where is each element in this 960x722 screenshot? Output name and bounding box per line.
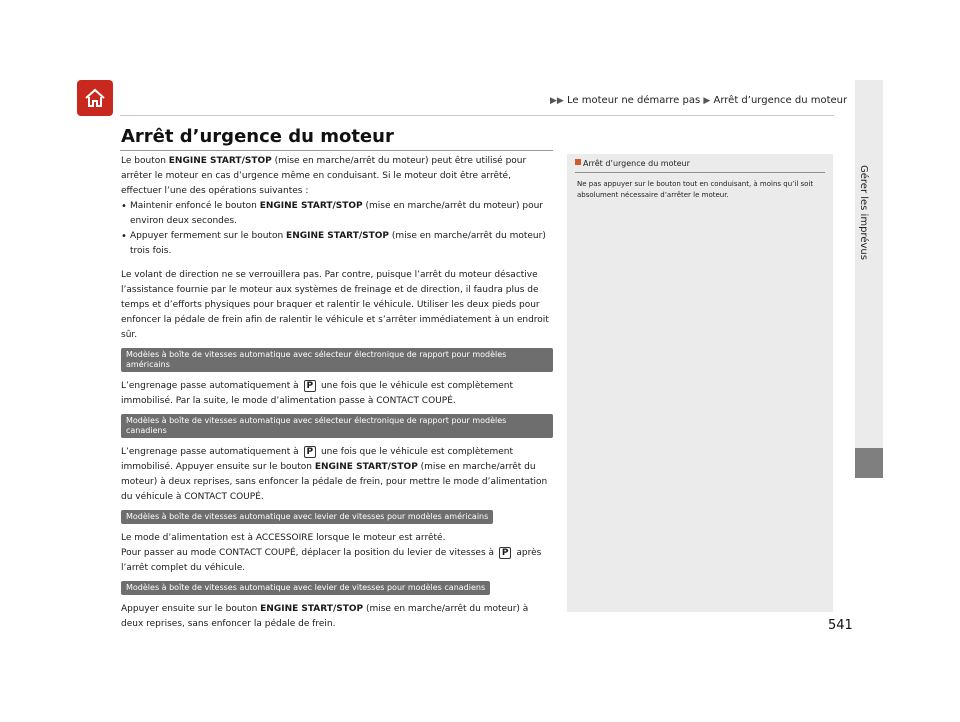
chapter-tab[interactable] <box>855 80 883 478</box>
chapter-tab-label: Gérer les imprévus <box>858 165 869 260</box>
title-rule <box>120 150 553 151</box>
side-note <box>567 154 833 612</box>
section-text: L’engrenage passe automatiquement à <box>121 447 302 457</box>
bullet-text: (mise en marche/arrêt du moteur) pour environ deux secondes. <box>130 201 543 226</box>
bullet-icon: • <box>121 201 127 212</box>
list-item <box>121 229 553 259</box>
intro-paragraph <box>121 154 553 199</box>
section-text: Le mode d’alimentation est à ACCESSOIRE lorsque le moteur est arrêté. <box>121 533 446 543</box>
engine-button-name: ENGINE START/STOP <box>168 156 272 166</box>
breadcrumb-arrow-icon: ▶ <box>703 96 711 106</box>
section-text: Pour passer au mode CONTACT COUPÉ, déplacer la position du levier de vitesses à <box>121 548 497 558</box>
engine-button-name: ENGINE START/STOP <box>286 231 389 241</box>
home-icon <box>83 86 107 110</box>
section-text: une fois que le véhicule est complètement immobilisé. Par la suite, le mode d’alimentation passe à CONTACT COUPÉ. <box>121 381 514 406</box>
section-text: L’engrenage passe automatiquement à <box>121 381 302 391</box>
header-rule <box>120 115 834 116</box>
chapter-tab-marker <box>855 448 883 478</box>
breadcrumb-arrow-icon: ▶▶ <box>550 96 564 106</box>
engine-button-name: ENGINE START/STOP <box>314 462 418 472</box>
model-tag-us-electronic: Modèles à boîte de vitesses automatique avec sélecteur électronique de rapport pour modèles américains <box>121 348 553 372</box>
section-text: (mise en marche/arrêt du moteur) à deux reprises, sans enfoncer la pédale de frein. <box>121 604 529 629</box>
model-tag-ca-lever: Modèles à boîte de vitesses automatique avec levier de vitesses pour modèles canadiens <box>121 581 490 595</box>
section-text: après l’arrêt complet du véhicule. <box>121 548 542 573</box>
intro-text: (mise en marche/arrêt du moteur) peut être utilisé pour arrêter le moteur en cas d’urgence même en conduisant. Si le moteur doit être arrêté, effectuer l’une des opérations suivantes : <box>121 156 527 196</box>
engine-button-name: ENGINE START/STOP <box>259 201 363 211</box>
breadcrumb <box>550 95 847 106</box>
steering-paragraph: Le volant de direction ne se verrouillera pas. Par contre, puisque l’arrêt du moteur désactive l’assistance fournie par le moteur aux systèmes de freinage et de direction, il faudra plus de temps et d’efforts physiques pour braquer et ralentir le véhicule. Utiliser les deux pieds pour enfoncer la pédale de frein afin de ralentir le véhicule et s’arrêter immédiatement à un endroit sûr. <box>121 270 549 340</box>
bullet-icon: • <box>121 231 127 242</box>
section-text: (mise en marche/arrêt du moteur) à deux reprises, sans enfoncer la pédale de frein, pour mettre le mode d’alimentation du véhicule à CONTACT COUPÉ. <box>121 462 548 502</box>
breadcrumb-current: Arrêt d’urgence du moteur <box>713 95 848 106</box>
bullet-text: Maintenir enfoncé le bouton <box>130 201 260 211</box>
home-button[interactable] <box>77 80 113 116</box>
section-text: une fois que le véhicule est complètement immobilisé. Appuyer ensuite sur le bouton <box>121 447 514 472</box>
park-gear-icon: P <box>304 446 317 458</box>
model-tag-us-lever: Modèles à boîte de vitesses automatique avec levier de vitesses pour modèles américains <box>121 510 493 524</box>
breadcrumb-link-engine-no-start[interactable]: Le moteur ne démarre pas <box>567 95 701 106</box>
section-paragraph <box>121 379 553 409</box>
section-paragraph <box>121 531 553 576</box>
list-item <box>121 199 553 229</box>
bullet-text: Appuyer fermement sur le bouton <box>130 231 287 241</box>
page-number: 541 <box>828 618 853 633</box>
note-title: Arrêt d’urgence du moteur <box>583 159 690 168</box>
note-marker-icon <box>575 159 581 165</box>
model-tag-ca-electronic: Modèles à boîte de vitesses automatique avec sélecteur électronique de rapport pour modèles canadiens <box>121 414 553 438</box>
park-gear-icon: P <box>304 380 317 392</box>
page-title: Arrêt d’urgence du moteur <box>121 126 394 147</box>
section-paragraph <box>121 445 553 505</box>
bullet-text: (mise en marche/arrêt du moteur) trois fois. <box>130 231 546 256</box>
section-text: Appuyer ensuite sur le bouton <box>121 604 261 614</box>
note-header <box>575 158 825 173</box>
engine-button-name: ENGINE START/STOP <box>260 604 364 614</box>
park-gear-icon: P <box>499 547 512 559</box>
note-body: Ne pas appuyer sur le bouton tout en conduisant, à moins qu’il soit absolument nécessaire d’arrêter le moteur. <box>577 180 814 199</box>
main-content <box>121 154 553 632</box>
intro-text: Le bouton <box>121 156 169 166</box>
section-paragraph <box>121 602 553 632</box>
